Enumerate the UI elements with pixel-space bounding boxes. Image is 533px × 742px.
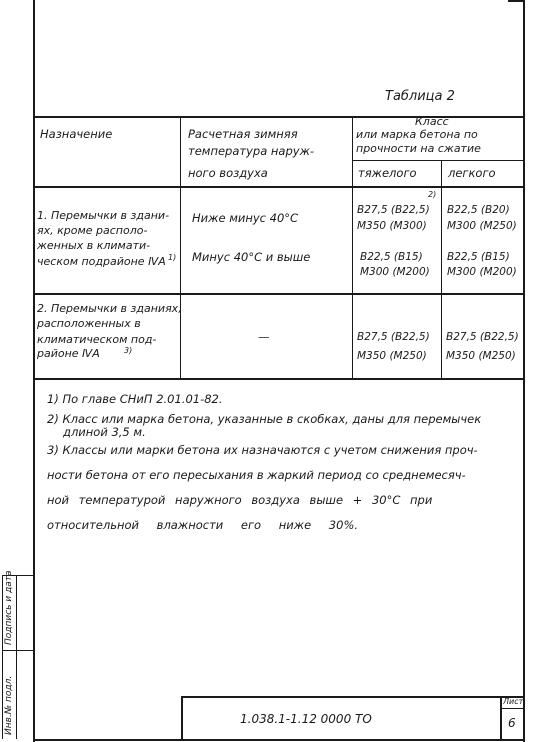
row1-light-2-grade: М300 (М200) — [447, 266, 517, 278]
note-2: 2) Класс или марка бетона, указанные в скобках, даны для перемычек — [47, 412, 482, 426]
row1-light-1-class: В22,5 (В20) — [447, 204, 510, 216]
row1-purpose-line-4: ческом подрайоне ⅣА — [37, 255, 166, 268]
table-row-divider — [33, 293, 524, 295]
frame-bottom — [33, 739, 524, 741]
note-1: 1) По главе СНиП 2.01.01-82. — [47, 392, 223, 406]
header-temperature-line-2: температура наруж- — [188, 144, 315, 158]
row2-purpose-line-2: расположенных в — [37, 317, 141, 330]
header-heavy: тяжелого — [358, 166, 417, 180]
table-col-1 — [180, 116, 181, 379]
stamp-left — [181, 696, 183, 740]
row1-heavy-2-grade: М300 (М200) — [360, 266, 430, 278]
table-bottom-border — [33, 378, 524, 380]
row2-purpose-note: 3) — [124, 346, 133, 355]
header-class-line-1: Класс — [415, 115, 449, 128]
row1-heavy-note: 2) — [428, 190, 437, 199]
frame-top-tick — [508, 0, 524, 2]
header-temperature-line-1: Расчетная зимняя — [188, 127, 298, 141]
header-light: легкого — [448, 166, 496, 180]
row2-heavy-grade: М350 (М250) — [357, 350, 427, 362]
row2-temperature: — — [258, 330, 270, 344]
row1-purpose-line-2: ях, кроме располо- — [37, 224, 148, 237]
header-class-line-3: прочности на сжатие — [356, 142, 481, 155]
table-subheader-line — [352, 160, 524, 161]
side-strip-inv-no: Инв.№ подл. — [4, 675, 14, 735]
header-purpose: Назначение — [40, 127, 113, 141]
header-class-line-2: или марка бетона по — [356, 128, 478, 141]
side-strip-left — [2, 575, 3, 739]
row2-purpose-line-1: 2. Перемычки в зданиях, — [37, 302, 182, 315]
row1-purpose-note: 1) — [168, 253, 177, 262]
row1-light-2-class: В22,5 (В15) — [447, 251, 510, 263]
row2-light-grade: М350 (М250) — [446, 350, 516, 362]
stamp-sheet-number: 6 — [508, 716, 516, 730]
row1-purpose-line-3: женных в климати- — [37, 239, 151, 252]
row1-heavy-2-class: В22,5 (В15) — [360, 251, 423, 263]
row2-heavy-class: В27,5 (В22,5) — [357, 331, 430, 343]
note-3-line-2: ности бетона от его пересыхания в жаркий период со среднемесяч- — [47, 468, 466, 482]
header-temperature-line-3: ного воздуха — [188, 166, 268, 180]
side-strip-mid — [16, 575, 17, 739]
note-3: 3) Классы или марки бетона их назначаются с учетом снижения проч- — [47, 443, 478, 457]
table-caption: Таблица 2 — [385, 89, 455, 104]
row2-light-class: В27,5 (В22,5) — [446, 331, 519, 343]
stamp-sheet-sep — [500, 708, 524, 709]
side-strip-sep — [2, 650, 33, 651]
row1-temperature-1: Ниже минус 40°С — [192, 211, 299, 225]
row1-heavy-1-grade: М350 (М300) — [357, 220, 427, 232]
side-strip-sign-date: Подпись и дата — [4, 570, 14, 645]
row1-light-1-grade: М300 (М250) — [447, 220, 517, 232]
table-col-2 — [352, 116, 353, 379]
table-header-bottom — [33, 186, 524, 188]
frame-left — [33, 0, 35, 742]
table-col-3 — [441, 160, 442, 379]
table-top-border — [33, 116, 524, 118]
row1-heavy-1-class: В27,5 (В22,5) — [357, 204, 430, 216]
frame-right — [523, 0, 525, 742]
note-3-line-3: ной температурой наружного воздуха выше + 30°С при — [47, 493, 433, 507]
row2-purpose-line-4: районе ⅣА — [37, 347, 100, 360]
stamp-sheet-left — [500, 696, 502, 740]
stamp-top — [181, 696, 524, 698]
note-3-line-4: относительной влажности его ниже 30%. — [47, 518, 359, 532]
stamp-sheet-label: Лист — [503, 697, 524, 706]
row1-purpose-line-1: 1. Перемычки в здани- — [37, 209, 170, 222]
stamp-designation: 1.038.1-1.12 0000 ТО — [240, 712, 372, 726]
note-2-continued: длиной 3,5 м. — [63, 425, 146, 439]
row2-purpose-line-3: климатическом под- — [37, 333, 157, 346]
row1-temperature-2: Минус 40°С и выше — [192, 250, 311, 264]
